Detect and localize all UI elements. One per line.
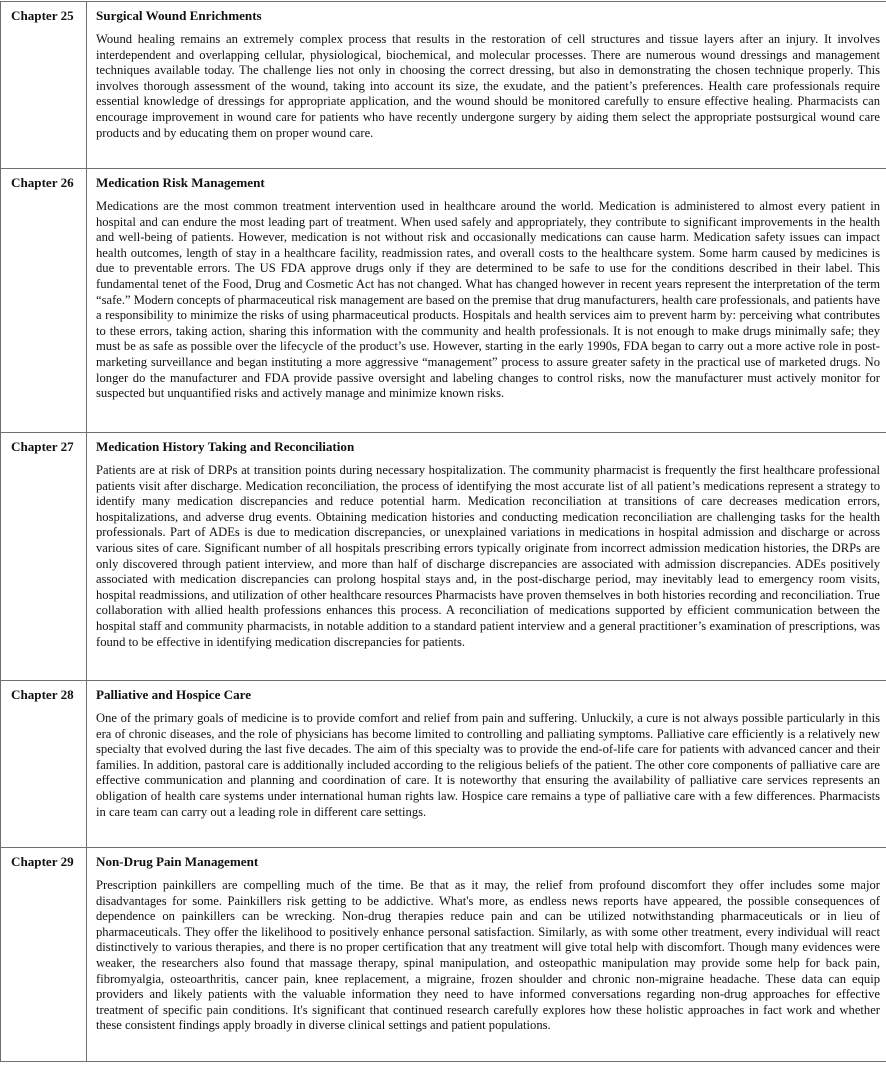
chapter-row [1, 2, 886, 169]
chapter-title: Non-Drug Pain Management [96, 854, 880, 869]
chapter-summary: Patients are at risk of DRPs at transition points during necessary hospitalization. The community pharmacist is frequently the first healthcare professional patients visit after discharge. Medication reconciliation, the process of identifying the most accurate list of all patient’s medications represent a strategy to identify many medication discrepancies and reduce potential harm. Medication reconciliation at transitions of care decreases medication errors, hospitalizations, and adverse drug events. Obtaining medication histories and conducting medication reconciliation are challenging tasks for the health professionals. Part of ADEs is due to medication discrepancies, or unexplained variations in medications in hospital admission and discharge or across various sites of care. Significant number of all hospitals prescribing errors typically originate from incorrect admission medication histories, the DRPs are only discovered through patient interview, and more than half of discharge discrepancies are associated with admission discrepancies. ADEs positively associated with medication discrepancies can prolong hospital stays and, in the post-discharge period, may inevitably lead to emergency room visits, hospital readmissions, and utilization of other healthcare resources Pharmacists have proven themselves in both histories recording and reconciliation. True collaboration with allied health professions enhances this process. A reconciliation of medications supported by efficient communication between the hospital staff and community pharmacists, in notable addition to a standard patient interview and a general practitioner’s examination of prescriptions, was found to be effective in identifying medication discrepancies for patients. [96, 463, 880, 650]
chapter-label: Chapter 28 [1, 681, 87, 848]
chapter-row [1, 848, 886, 1062]
chapter-label: Chapter 26 [1, 169, 87, 433]
chapter-summary: One of the primary goals of medicine is to provide comfort and relief from pain and suffering. Unluckily, a cure is not always possible particularly in this era of chronic diseases, and the role of physicians has become limited to controlling and palliating symptoms. Palliative care efficiently is a relatively new specialty that evolved during the last five decades. The aim of this specialty was to provide the end-of-life care for patients with advanced cancer and their families. In addition, pastoral care is additionally included according to the religious beliefs of the patient. The other core components of palliative care are effective communication and planning and coordination of care. It is noteworthy that ensuring the availability of palliative care services represents an obligation of health care systems under international human rights law. Hospice care remains a type of palliative care with a few differences. Pharmacists in care team can carry out a leading role in different care settings. [96, 711, 880, 820]
chapter-title: Medication Risk Management [96, 175, 880, 190]
chapter-content [87, 2, 886, 169]
chapter-content [87, 169, 886, 433]
chapter-row [1, 169, 886, 433]
chapter-row [1, 681, 886, 848]
chapter-label: Chapter 25 [1, 2, 87, 169]
chapter-label: Chapter 27 [1, 433, 87, 681]
chapter-content [87, 433, 886, 681]
chapter-row [1, 433, 886, 681]
chapter-title: Surgical Wound Enrichments [96, 8, 880, 23]
chapter-title: Palliative and Hospice Care [96, 687, 880, 702]
chapter-summary: Medications are the most common treatment intervention used in healthcare around the world. Medication is administered to almost every patient in hospital and can endure the most leading part of treatment. When used safely and appropriately, they contribute to significant improvements in the health and well-being of patients. However, medication is not without risk and occasionally medications can cause harm. Medication safety issues can impact health outcomes, length of stay in a healthcare facility, readmission rates, and overall costs to the healthcare system. Some harm caused by medicines is due to preventable errors. The US FDA approve drugs only if they are determined to be safe to use for the conditions described in their label. This fundamental tenet of the Food, Drug and Cosmetic Act has not changed. What has changed however in recent years represent the interpretation of the term “safe.” Modern concepts of pharmaceutical risk management are based on the premise that drug manufacturers, health care professionals, and patients have a responsibility to minimize the risks of using pharmaceutical products. Hospitals and health services aim to prevent harm by: perceiving what contributes to these errors, taking action, sharing this information with the community and health professionals. It is not enough to make drugs minimally safe; they must be as safe as possible over the lifecycle of the product’s use. However, starting in the early 1990s, FDA began to carry out a more active role in post-marketing surveillance and began instituting a more aggressive “management” process to assure greater safety in the practical use of marketed drugs. No longer do the manufacturer and FDA provide passive oversight and labeling changes to control risks, now the manufacturer must actively monitor for suspected but unquantified risks and actively manage and minimize known risks. [96, 199, 880, 402]
chapter-label: Chapter 29 [1, 848, 87, 1062]
chapter-summary: Wound healing remains an extremely complex process that results in the restoration of cell structures and tissue layers after an injury. It involves interdependent and overlapping cellular, physiological, biochemical, and molecular processes. There are numerous wound dressings and management techniques available today. The challenge lies not only in choosing the correct dressing, but also in demonstrating the chosen technique properly. This involves thorough assessment of the wound, taking into account its size, the exudate, and the patient’s preferences. Health care professionals require essential knowledge of dressings for appropriate application, and the wound should be monitored carefully to ensure effective healing. Pharmacists can encourage improvement in wound care for patients who have recently undergone surgery by aiding them select the appropriate postsurgical wound care products and by educating them on proper wound care. [96, 32, 880, 141]
chapter-summary: Prescription painkillers are compelling much of the time. Be that as it may, the relief from profound discomfort they offer includes some major disadvantages for some. Painkillers risk getting to be addictive. What's more, as endless news reports have appeared, the possible consequences of dependence on painkillers can be wrecking. Non-drug therapies reduce pain and can be utilized notwithstanding pharmaceuticals or in lieu of pharmaceuticals. They offer the likelihood to positively enhance personal satisfaction. Similarly, as with some other treatment, every individual will react distinctively to various therapies, and there is no proper certification that any treatment will give total help with discomfort. Though many evidences were weaker, the researchers also found that massage therapy, spinal manipulation, and osteopathic manipulation may provide some help for back pain, fibromyalgia, osteoarthritis, cancer pain, knee replacement, a migraine, frozen shoulder and chronic non-migraine headache. These data can equip providers and likely patients with the valuable information they need to have informed conversations regarding non-drug approaches for effective treatment of specific pain conditions. It's significant that continued research carefully explores how these holistic approaches in fact work and whether these consistent findings apply broadly in diverse clinical settings and patient populations. [96, 878, 880, 1034]
chapter-title: Medication History Taking and Reconciliation [96, 439, 880, 454]
chapter-table [0, 1, 886, 1062]
chapter-content [87, 848, 886, 1062]
chapter-content [87, 681, 886, 848]
